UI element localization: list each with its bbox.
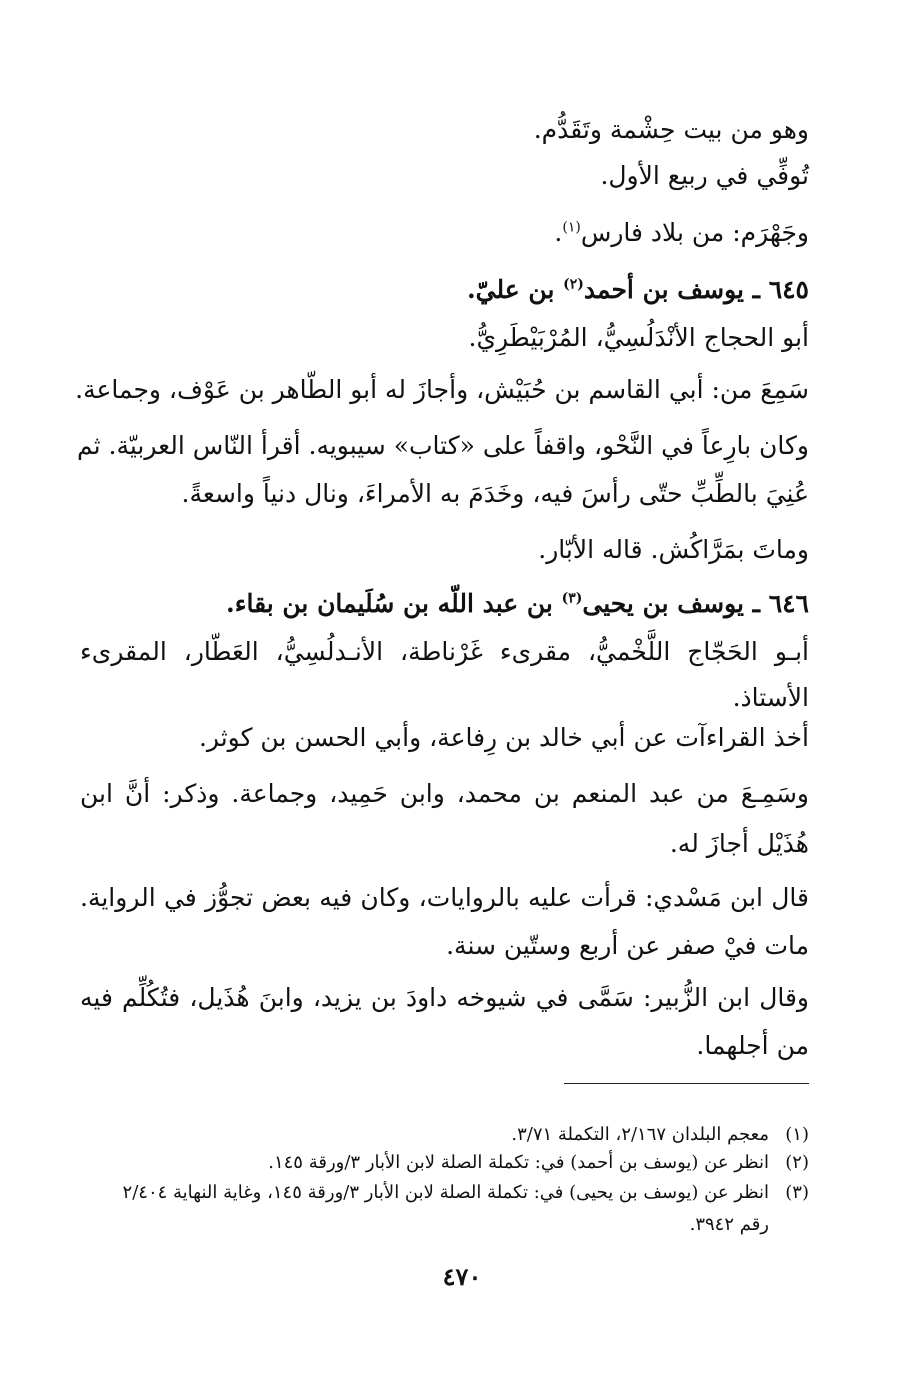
text-line: تُوفِّي في ربيع الأول. [600, 161, 809, 190]
footnote [80, 1180, 809, 1206]
text-line: وجَهْرَم: من بلاد فارس$^{(١)}$. [554, 218, 809, 247]
text-line: أبو الحجاج الأنْدَلُسِيُّ، المُرْبَيْطَرِيُّ. [468, 323, 809, 352]
footnote-marker: (٢) [563, 276, 584, 293]
text-line: مات فيْ صفر عن أربع وستّين سنة. [446, 931, 809, 960]
text-line: وسَمِـعَ من عبد المنعم بن محمد، وابن حَمِيد، وجماعة. وذكر: أنَّ ابن [80, 779, 809, 808]
footnote-marker: (٣) [561, 590, 583, 607]
entry-heading: ٦٤٥ ـ يوسف بن أحمد$^{(٢)}$ بن عليّ. [466, 275, 809, 304]
text-line: قال ابن مَسْدي: قرأت عليه بالروايات، وكان فيه بعض تجوُّز في الرواية. [80, 883, 809, 912]
text-line: من أجلهما. [696, 1031, 809, 1060]
page-number: ٤٧٠ [442, 1262, 482, 1291]
text-line: أخذ القراءآت عن أبي خالد بن رِفاعة، وأبي الحسن بن كوثر. [198, 723, 809, 752]
entry-heading: ٦٤٦ ـ يوسف بن يحيى$^{(٣)}$ بن عبد اللّه بن سُلَيمان بن بقاء. [226, 589, 809, 618]
footnote-text: رقم ٣٩٤٢. [689, 1214, 769, 1235]
text-line: أبـو الحَجّاج اللَّخْميُّ، مقرىء غَرْناطة، الأنـدلُسِيُّ، العَطّار، المقرىء [80, 637, 809, 666]
text-line: الأستاذ. [732, 683, 809, 712]
footnote-text: انظر عن (يوسف بن يحيى) في: تكملة الصلة لابن الأبار ٣/ورقة ١٤٥، وغاية النهاية ٢/٤٠٤ [122, 1182, 769, 1203]
footnote-text: انظر عن (يوسف بن أحمد) في: تكملة الصلة لابن الأبار ٣/ورقة ١٤٥. [268, 1152, 769, 1173]
text-line: هُذَيْل أجازَ له. [669, 829, 809, 858]
text-line: عُنِيَ بالطِّبِّ حتّى رأسَ فيه، وخَدَمَ به الأمراءَ، ونال دنياً واسعةً. [181, 479, 809, 508]
text-line: وماتَ بمَرَّاكُش. قاله الأبّار. [538, 535, 809, 564]
footnote-text: معجم البلدان ٢/١٦٧، التكملة ٣/٧١. [511, 1124, 769, 1145]
text-line: سَمِعَ من: أبي القاسم بن حُبَيْش، وأجازَ له أبو الطّاهر بن عَوْف، وجماعة. [75, 375, 809, 404]
footnote-number: (١) [785, 1124, 809, 1145]
footnote-number: (٢) [785, 1152, 809, 1173]
footnote-divider [564, 1083, 809, 1084]
text-line: وقال ابن الزُّبير: سَمَّى في شيوخه داودَ بن يزيد، وابنَ هُذَيل، فتُكُلِّم فيه [80, 983, 809, 1012]
footnote [80, 1122, 809, 1148]
footnote-marker: (١) [562, 219, 581, 236]
footnote-number: (٣) [785, 1182, 809, 1203]
text-line: وهو من بيت حِشْمة وتَقَدُّم. [533, 115, 809, 144]
footnote [80, 1150, 809, 1176]
text-line: وكان بارِعاً في النَّحْو، واقفاً على «كتاب» سيبويه. أقرأ النّاس العربيّة. ثم [76, 431, 809, 460]
footnote-continuation [690, 1212, 769, 1238]
